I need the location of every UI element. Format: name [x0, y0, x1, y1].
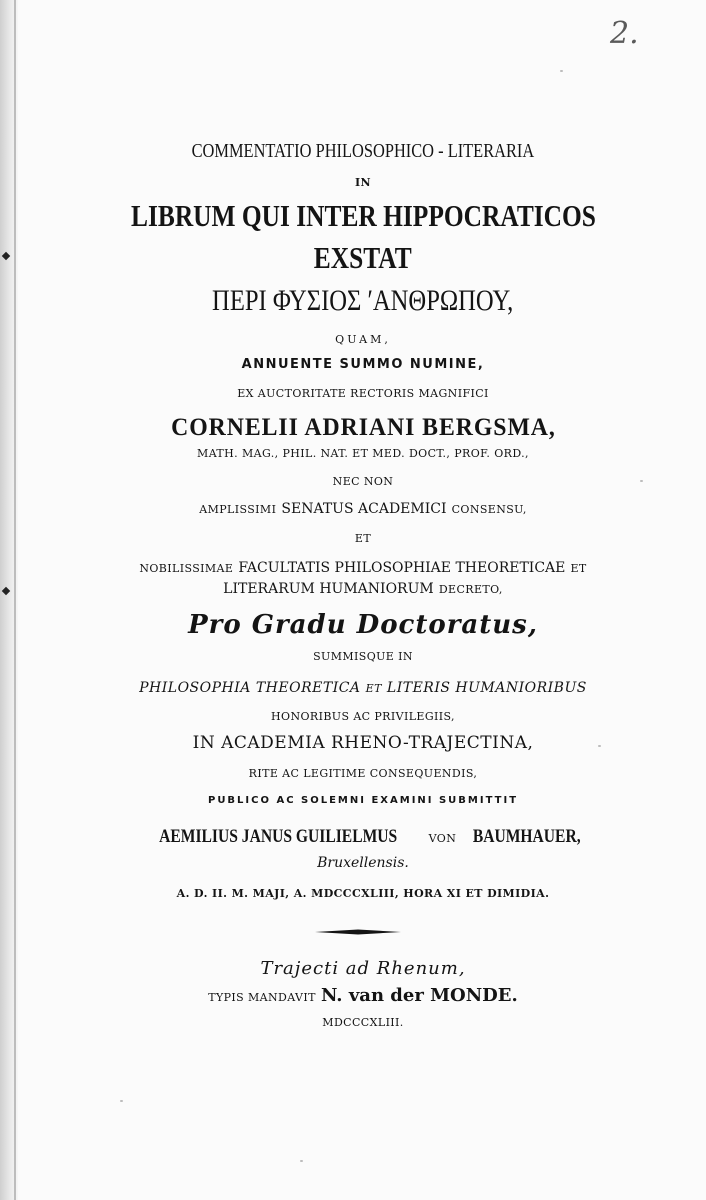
rector-titles: MATH. MAG., PHIL. NAT. ET MED. DOCT., PROF. ORD., — [197, 447, 529, 460]
title-line-3: LIBRUM QUI INTER HIPPOCRATICOS — [130, 198, 596, 233]
edge-mark — [2, 252, 10, 260]
rite-line: RITE AC LEGITIME CONSEQUENDIS, — [248, 767, 478, 780]
literarum-line: LITERARUM HUMANIORUM DECRETO, — [223, 581, 503, 597]
ornamental-rule-svg — [315, 929, 401, 935]
honoribus-line: HONORIBUS AC PRIVILEGIIS, — [271, 710, 455, 723]
paper-speck — [598, 745, 601, 747]
academia-line: IN ACADEMIA RHENO-TRAJECTINA, — [192, 733, 534, 753]
imprint-place: Trajecti ad Rhenum, — [260, 958, 466, 979]
paper-speck — [120, 1100, 123, 1102]
summisque-line: SUMMISQUE IN — [313, 650, 413, 663]
title-line-4: EXSTAT — [314, 240, 412, 275]
facultatis-line: NOBILISSIMAE FACULTATIS PHILOSOPHIAE THEORETICAE ET — [139, 560, 587, 576]
title-line-2: IN — [354, 176, 371, 189]
handwritten-page-number: 2. — [610, 16, 639, 51]
paper-speck — [300, 1160, 303, 1162]
imprint-year: MDCCCXLIII. — [322, 1016, 404, 1029]
title-line-1: COMMENTATIO PHILOSOPHICO - LITERARIA — [191, 140, 535, 162]
page-binding-edge — [0, 0, 18, 1200]
publico-line: PUBLICO AC SOLEMNI EXAMINI SUBMITTIT — [207, 795, 519, 806]
annuente-line: ANNUENTE SUMMO NUMINE, — [241, 357, 485, 372]
rector-name: CORNELII ADRIANI BERGSMA, — [170, 414, 556, 441]
date-line: A. D. II. M. MAJI, A. MDCCCXLIII, HORA XI ET DIMIDIA. — [176, 887, 550, 900]
philosophia-line: PHILOSOPHIA THEORETICA ET LITERIS HUMANIORIBUS — [139, 680, 587, 696]
pro-gradu-line: Pro Gradu Doctoratus, — [188, 610, 538, 640]
nec-non-line: NEC NON — [332, 475, 394, 488]
quam-line: QUAM, — [335, 333, 391, 346]
paper-speck — [560, 70, 563, 72]
et-line: ET — [354, 532, 372, 545]
auctoritate-line: EX AUCTORITATE RECTORIS MAGNIFICI — [237, 387, 489, 400]
ornamental-rule — [315, 929, 401, 935]
origin-line: Bruxellensis. — [317, 855, 409, 871]
senatus-line: AMPLISSIMI SENATUS ACADEMICI CONSENSU, — [199, 501, 527, 517]
edge-mark — [2, 587, 10, 595]
paper-speck — [640, 480, 643, 482]
author-line: AEMILIUS JANUS GUILIELMUS VON BAUMHAUER, — [159, 826, 581, 847]
greek-title: ΠΕΡΙ ΦΥΣΙΟΣ ʹΑΝΘΡΩΠΟΥ, — [212, 284, 514, 317]
imprint-printer: TYPIS MANDAVIT N. van der MONDE. — [208, 985, 518, 1006]
